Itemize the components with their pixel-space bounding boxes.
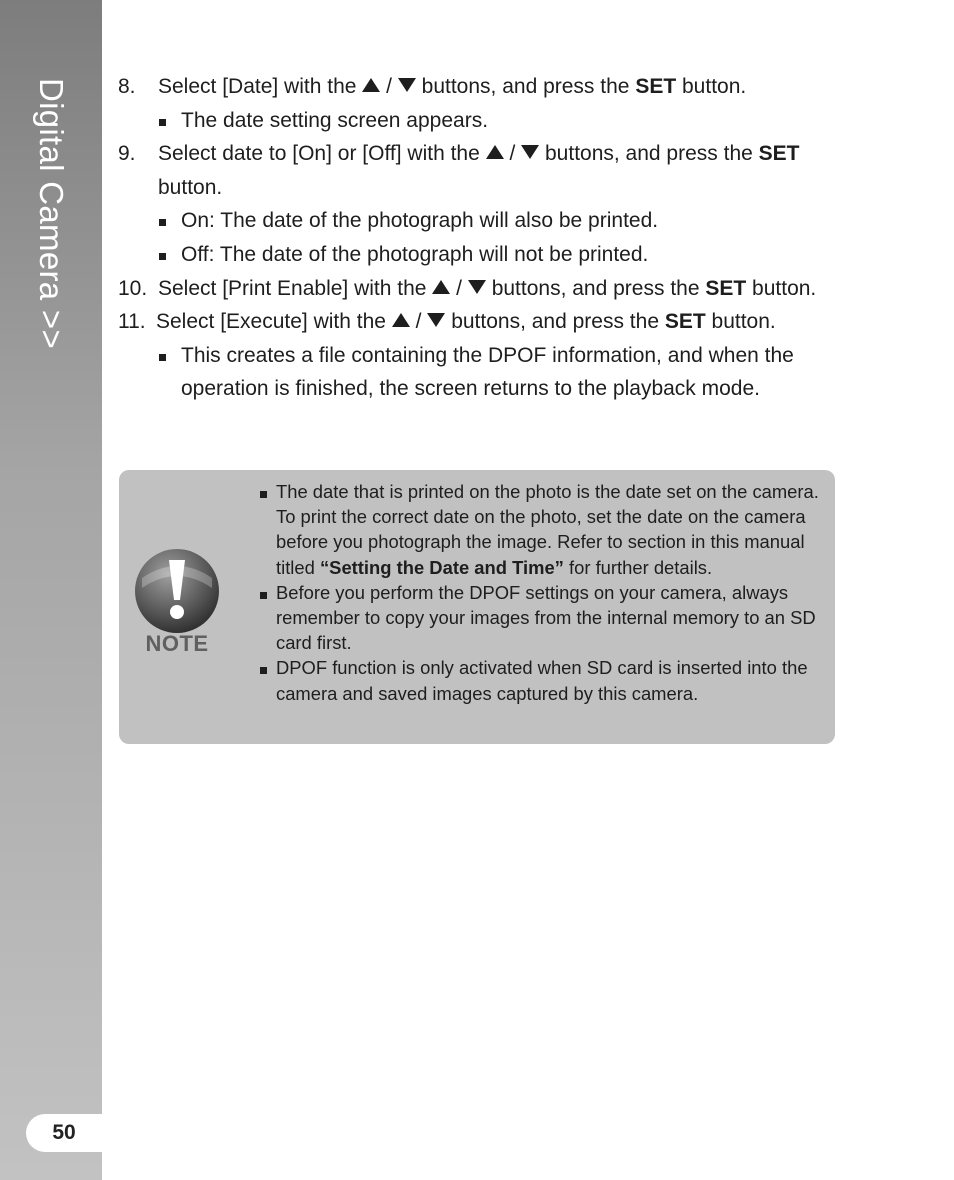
bullet-square-icon [260,667,267,674]
slash: / [509,142,516,166]
step-number: 10. [118,276,148,300]
step-text: Select [Execute] with the [156,310,386,334]
note-text: DPOF function is only activated when SD card is inserted into the camera and saved images captured by this camera. [276,657,808,704]
bullet-square-icon [159,253,166,260]
slash: / [386,75,392,98]
set-label: SET [758,142,800,166]
bullet-text: Off: The date of the photograph will not be printed. [181,242,649,266]
step-text: buttons, and press the [491,276,700,300]
note-list [258,479,826,706]
bullet-text: On: The date of the photograph will also be printed. [181,209,659,233]
step-8 [118,70,835,104]
bullet-square-icon [260,491,267,498]
bullet-item [118,204,835,238]
page-number: 50 [52,1121,76,1144]
slash: / [456,276,463,300]
section-title: Digital Camera >> [33,78,70,350]
step-number: 9. [118,142,136,166]
set-label: SET [664,310,706,334]
bullet-square-icon [159,354,166,361]
step-text: Select [Print Enable] with the [158,276,427,300]
step-text: Select [Date] with the [158,75,357,98]
note-text: for further details. [569,556,713,578]
note-item [258,479,826,580]
note-text: The date that is printed on the photo is the date set on the camera. To print the correct date on the photo, set the date on the camera before you photograph the image. Refer to section in this manual titled [276,481,819,578]
slash: / [415,310,422,334]
instructions [118,70,835,406]
up-arrow-icon [486,145,504,159]
set-label: SET [635,75,677,98]
note-item [258,655,826,705]
step-10 [118,272,835,306]
bullet-item [118,238,835,272]
down-arrow-icon [427,313,445,327]
step-number: 11. [118,310,146,334]
note-reference: “Setting the Date and Time” [319,556,564,578]
bullet-item [118,339,835,406]
down-arrow-icon [521,145,539,159]
step-text: button. [682,75,747,98]
bullet-text: This creates a file containing the DPOF information, and when the operation is finished, the screen returns to the playback mode. [181,343,794,401]
set-label: SET [705,276,747,300]
step-text: button. [158,175,223,199]
down-arrow-icon [398,78,416,92]
step-text: buttons, and press the [451,310,659,334]
note-label: NOTE [145,631,209,656]
step-number: 8. [118,75,136,98]
down-arrow-icon [468,280,486,294]
note-item [258,580,826,656]
bullet-text: The date setting screen appears. [181,108,489,132]
bullet-square-icon [159,119,166,126]
step-text: buttons, and press the [421,75,630,98]
exclamation-icon [134,548,220,634]
step-text: buttons, and press the [545,142,753,166]
up-arrow-icon [432,280,450,294]
step-text: Select date to [On] or [Off] with the [158,142,480,166]
bullet-square-icon [159,219,166,226]
step-text: button. [711,310,776,334]
step-11 [118,305,835,339]
up-arrow-icon [362,78,380,92]
bullet-item [118,104,835,138]
note-text: Before you perform the DPOF settings on your camera, always remember to copy your images from the internal memory to an SD card first. [276,581,816,654]
up-arrow-icon [392,313,410,327]
step-text: button. [752,276,817,300]
bullet-square-icon [260,592,267,599]
step-9 [118,137,835,204]
